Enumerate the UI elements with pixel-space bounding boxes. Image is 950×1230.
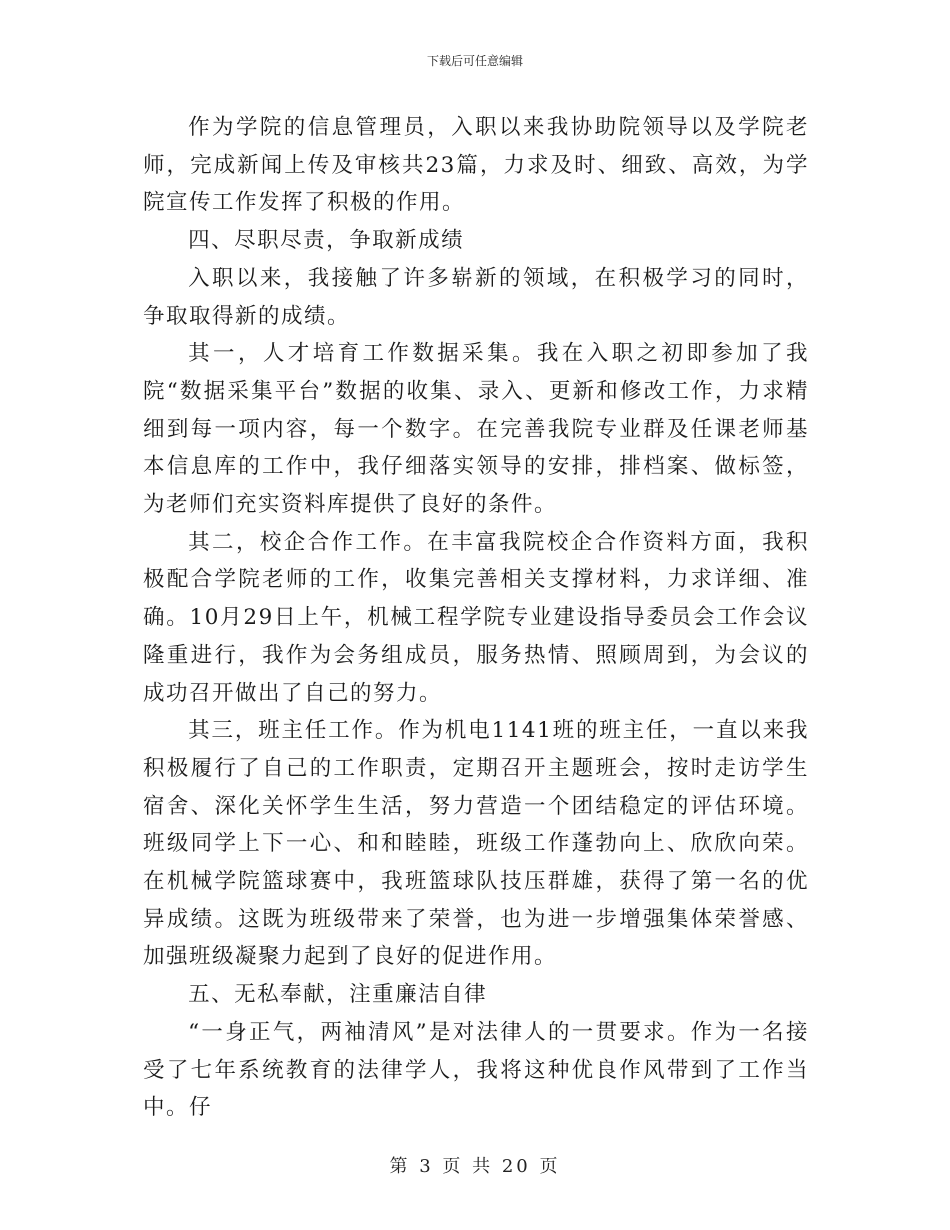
- paragraph-class-teacher: 其三，班主任工作。作为机电1141班的班主任，一直以来我积极履行了自己的工作职责，定期召开主题班会，按时走访学生宿舍、深化关怀学生生活，努力营造一个团结稳定的评估环境。班级同学上下一心、和和睦睦，班级工作蓬勃向上、欣欣向荣。在机械学院篮球赛中，我班篮球队技压群雄，获得了第一名的优异成绩。这既为班级带来了荣誉，也为进一步增强集体荣誉感、加强班级凝聚力起到了良好的促进作用。: [143, 718, 809, 970]
- document-body: [143, 109, 809, 1127]
- section-heading-five: 五、无私奉献，注重廉洁自律: [188, 982, 488, 1008]
- paragraph-info-admin: 作为学院的信息管理员，入职以来我协助院领导以及学院老师，完成新闻上传及审核共23篇，力求及时、细致、高效，为学院宣传工作发挥了积极的作用。: [143, 115, 809, 216]
- paragraph-new-fields: 入职以来，我接触了许多崭新的领域，在积极学习的同时，争取取得新的成绩。: [143, 265, 809, 329]
- paragraph-integrity: “一身正气，两袖清风”是对法律人的一贯要求。作为一名接受了七年系统教育的法律学人，我将这种优良作风带到了工作当中。仔: [143, 1019, 809, 1121]
- page-number-footer: 第 3 页 共 20 页: [389, 1156, 561, 1177]
- paragraph-school-enterprise: 其二，校企合作工作。在丰富我院校企合作资料方面，我积极配合学院老师的工作，收集完善相关支撑材料，力求详细、准确。10月29日上午，机械工程学院专业建设指导委员会工作会议隆重进行，我作为会务组成员，服务热情、照顾周到，为会议的成功召开做出了自己的努力。: [143, 529, 809, 706]
- section-heading-four: 四、尽职尽责，争取新成绩: [188, 228, 465, 254]
- page-header-note: 下载后可任意编辑: [426, 54, 523, 68]
- paragraph-data-collection: 其一，人才培育工作数据采集。我在入职之初即参加了我院“数据采集平台”数据的收集、录入、更新和修改工作，力求精细到每一项内容，每一个数字。在完善我院专业群及任课老师基本信息库的工作中，我仔细落实领导的安排，排档案、做标签，为老师们充实资料库提供了良好的条件。: [143, 341, 809, 518]
